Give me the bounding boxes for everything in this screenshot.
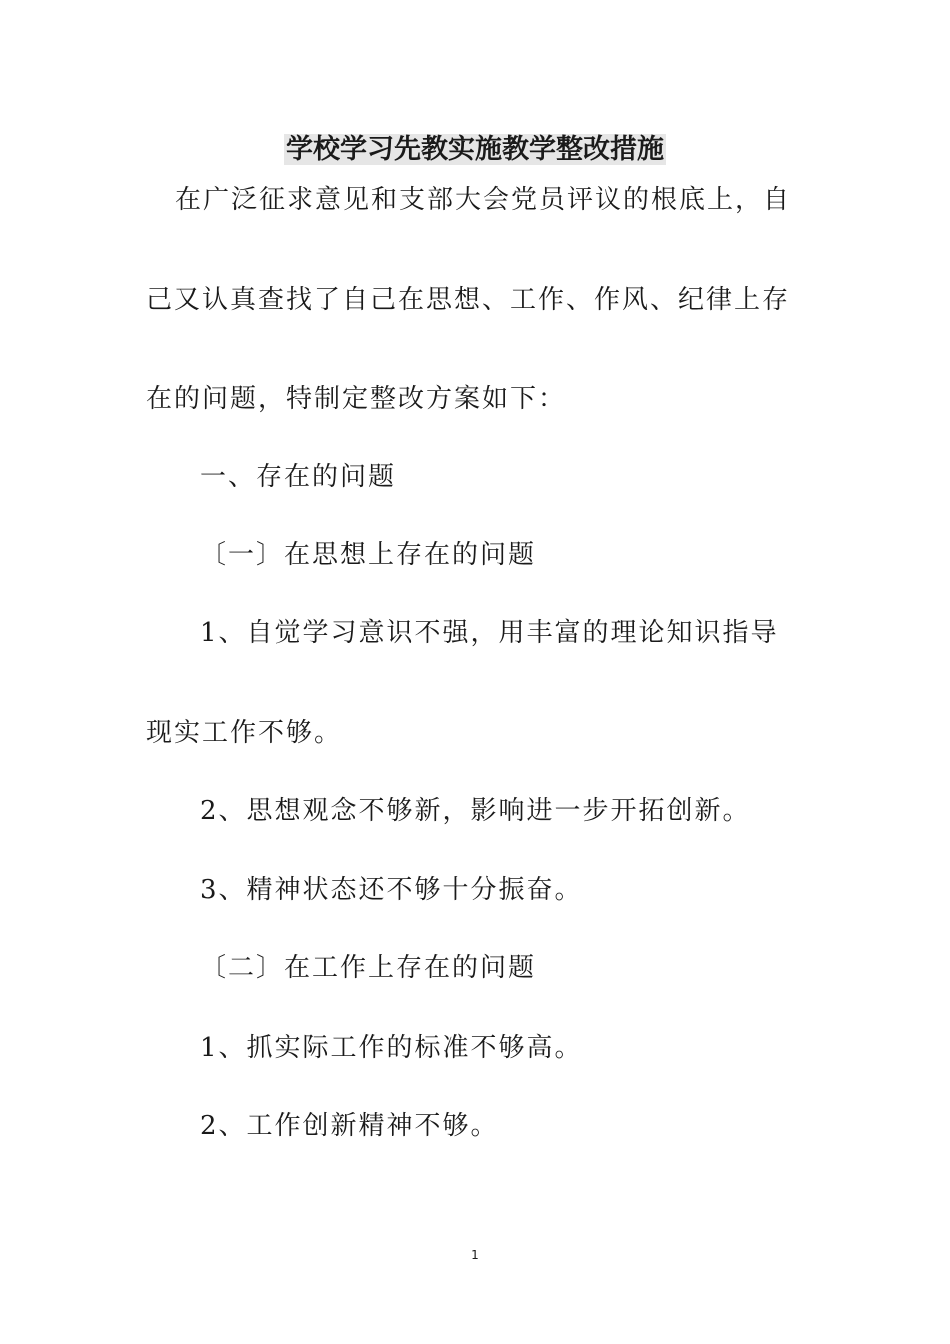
document-title <box>0 130 950 170</box>
page-number: 1 <box>471 1248 479 1262</box>
subsection-heading: 〔二〕在工作上存在的问题 <box>200 953 537 983</box>
list-item: 1、自觉学习意识不强，用丰富的理论知识指导 <box>200 618 779 648</box>
paragraph-line: 己又认真查找了自己在思想、工作、作风、纪律上存 <box>146 285 791 315</box>
list-item: 2、思想观念不够新，影响进一步开拓创新。 <box>200 796 751 826</box>
list-item: 2、工作创新精神不够。 <box>200 1111 499 1141</box>
subsection-heading: 〔一〕在思想上存在的问题 <box>200 540 537 570</box>
list-item: 1、抓实际工作的标准不够高。 <box>200 1033 583 1063</box>
paragraph-line: 在的问题，特制定整改方案如下： <box>146 384 567 414</box>
list-item-continuation: 现实工作不够。 <box>146 718 343 748</box>
section-heading: 一、存在的问题 <box>200 462 397 492</box>
paragraph-line: 在广泛征求意见和支部大会党员评议的根底上，自 <box>175 185 792 215</box>
list-item: 3、精神状态还不够十分振奋。 <box>200 875 583 905</box>
title-text: 学校学习先教实施教学整改措施 <box>286 134 664 165</box>
